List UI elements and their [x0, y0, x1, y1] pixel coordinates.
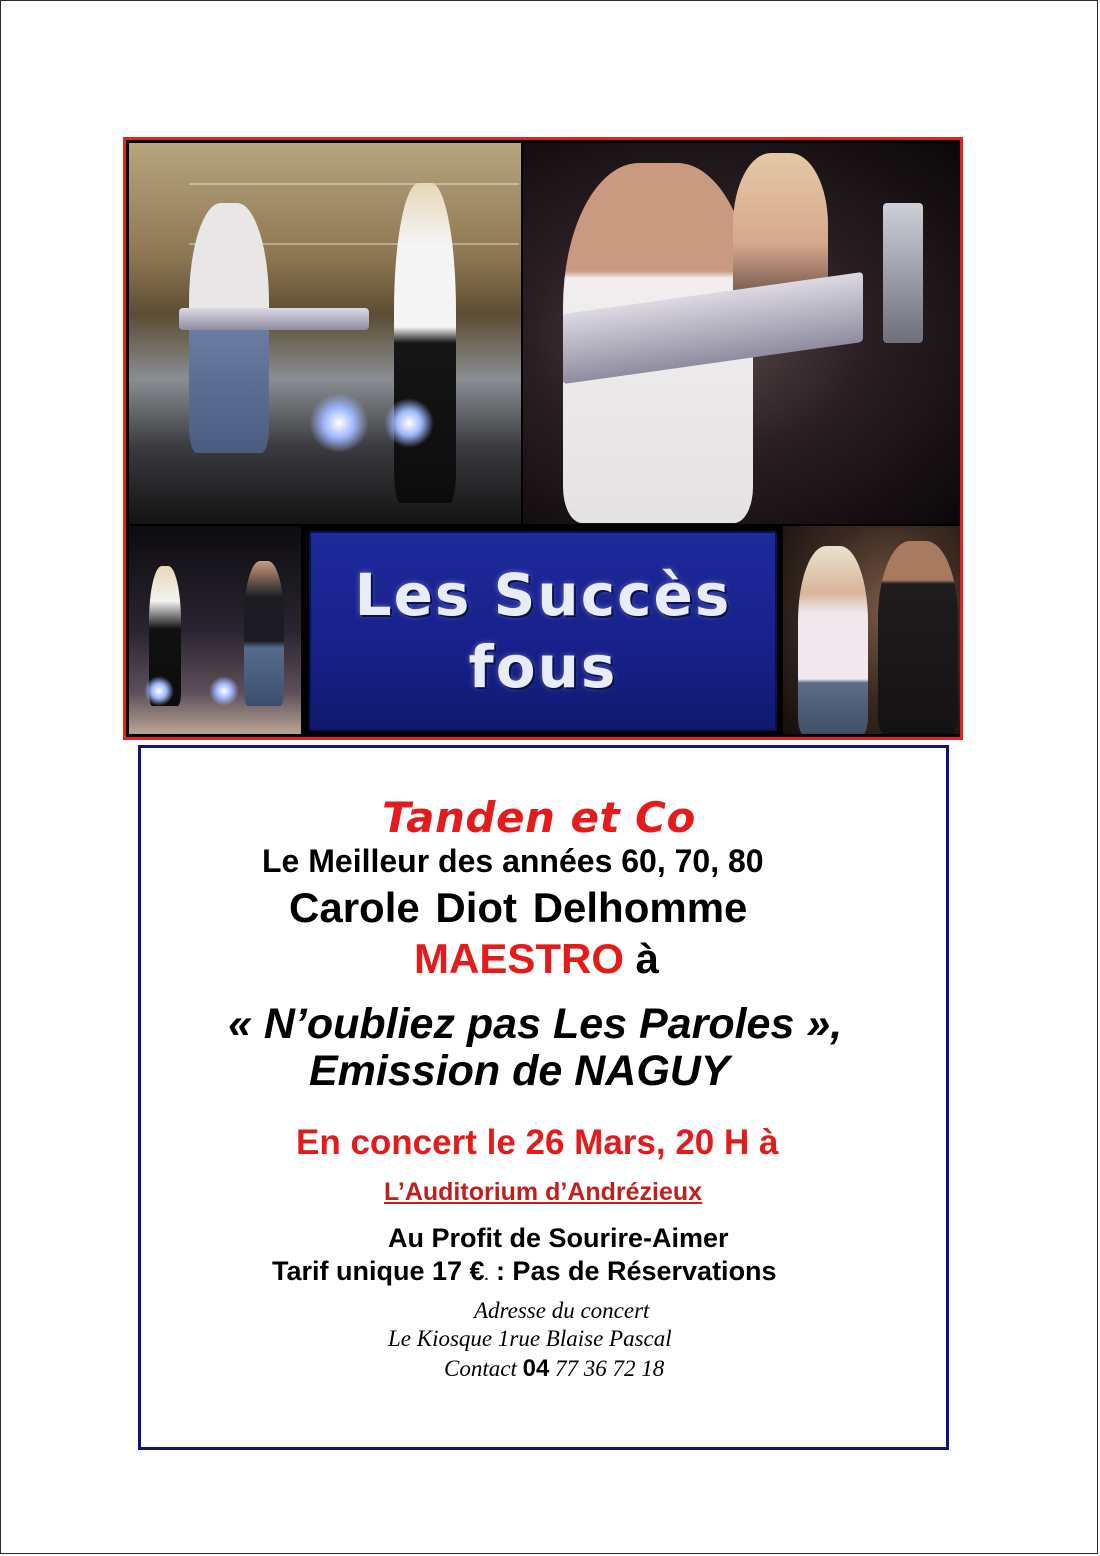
balcony-rail — [189, 183, 519, 185]
tarif-separator: . — [484, 1267, 489, 1283]
contact-phone-rest: 77 36 72 18 — [549, 1356, 665, 1381]
singer-duet-figure — [798, 546, 868, 734]
venue-name: L’Auditorium d’Andrézieux — [384, 1178, 703, 1206]
address-title: Adresse du concert — [474, 1298, 650, 1323]
tagline: Le Meilleur des années 60, 70, 80 — [262, 843, 764, 879]
concert-date: En concert le 26 Mars, 20 H à — [296, 1123, 779, 1162]
concert-photo-duet — [783, 526, 960, 734]
contact-line — [444, 1355, 664, 1383]
photo-collage — [123, 137, 963, 740]
maestro-line — [414, 935, 659, 983]
address-street: Le Kiosque 1rue Blaise Pascal — [388, 1326, 672, 1351]
band-name: Tanden et Co — [382, 793, 696, 842]
concert-photo-duo-stage — [129, 526, 301, 734]
stage-light — [309, 393, 369, 453]
concert-photo-closeup — [523, 143, 960, 524]
singer-male-small-figure — [244, 561, 284, 706]
stage-light — [144, 676, 174, 706]
artist-name: Carole Diot Delhomme — [289, 884, 748, 931]
banner-title-line2: fous — [468, 633, 618, 701]
singer-figure — [394, 183, 456, 503]
tarif-line — [272, 1256, 777, 1287]
keyboard — [179, 308, 369, 330]
contact-phone-prefix: 04 — [522, 1355, 550, 1382]
concert-photo-keyboardist-singer — [129, 143, 521, 524]
maestro-suffix: à — [624, 935, 660, 982]
profit-line: Au Profit de Sourire-Aimer — [388, 1223, 729, 1253]
contact-label: Contact — [444, 1356, 523, 1381]
title-banner — [309, 531, 777, 731]
show-name: « N’oubliez pas Les Paroles », — [228, 1000, 843, 1048]
banner-title-line1: Les Succès — [354, 560, 732, 629]
stage-light — [384, 398, 434, 448]
emission-line: Emission de NAGUY — [309, 1047, 730, 1095]
stage-light — [209, 676, 239, 706]
tarif-price: Tarif unique 17 € — [272, 1256, 485, 1286]
maestro-word: MAESTRO — [414, 935, 624, 982]
tarif-note: : Pas de Réservations — [488, 1256, 777, 1286]
singer-male-duet-figure — [878, 541, 958, 734]
music-stand — [883, 203, 923, 343]
